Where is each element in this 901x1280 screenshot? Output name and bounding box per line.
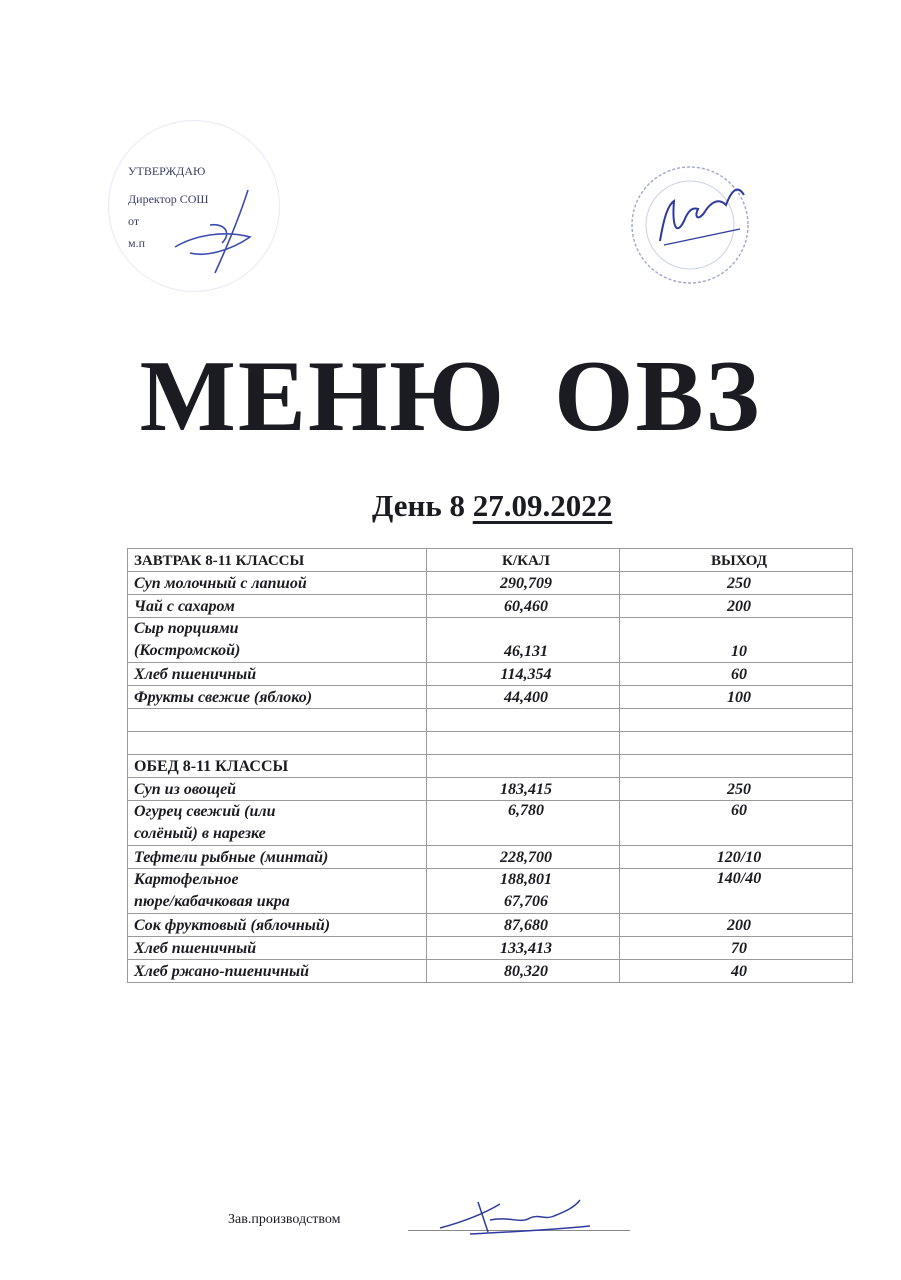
approval-seal-label: м.п: [128, 236, 146, 250]
title-word-ovz: ОВЗ: [554, 340, 762, 453]
table-header-row: [128, 549, 853, 572]
header-breakfast: ЗАВТРАК 8-11 КЛАССЫ: [128, 549, 427, 572]
table-row: Хлеб ржано-пшеничный 80,320 40: [128, 960, 853, 983]
table-row: Чай с сахаром 60,460 200: [128, 595, 853, 618]
header-output: ВЫХОД: [620, 549, 853, 572]
table-row: Тефтели рыбные (минтай) 228,700 120/10: [128, 846, 853, 869]
empty-row: [128, 732, 853, 755]
manager-signature: [430, 1190, 600, 1250]
director-signature: [170, 185, 260, 280]
header-kcal: К/КАЛ: [427, 549, 620, 572]
table-row: Хлеб пшеничный 133,413 70: [128, 937, 853, 960]
table-row: Огурец свежий (или солёный) в нарезке 6,780 60: [128, 801, 853, 846]
day-label: День 8: [372, 488, 465, 523]
title-word-menu: МЕНЮ: [139, 340, 507, 453]
table-row: Хлеб пшеничный 114,354 60: [128, 663, 853, 686]
day-heading: [372, 488, 612, 524]
table-row: Сок фруктовый (яблочный) 87,680 200: [128, 914, 853, 937]
lunch-section-row: [128, 755, 853, 778]
table-row: Фрукты свежие (яблоко) 44,400 100: [128, 686, 853, 709]
table-row: Суп из овощей 183,415 250: [128, 778, 853, 801]
lunch-header: ОБЕД 8-11 КЛАССЫ: [128, 755, 427, 778]
table-row: Сыр порциями (Костромской) 46,131 10: [128, 618, 853, 663]
table-row: Картофельное пюре/кабачковая икра 188,801 67,706 140/40: [128, 869, 853, 914]
table-row: Суп молочный с лапшой 290,709 250: [128, 572, 853, 595]
approval-heading: УТВЕРЖДАЮ: [128, 164, 206, 178]
day-date: 27.09.2022: [472, 488, 613, 523]
approval-date-label: от: [128, 214, 140, 228]
page-title: [0, 338, 901, 455]
production-manager-label: Зав.производством: [228, 1212, 341, 1227]
approval-position: Директор СОШ: [128, 192, 209, 206]
empty-row: [128, 709, 853, 732]
round-stamp-icon: [628, 145, 758, 295]
menu-table: [127, 548, 853, 983]
